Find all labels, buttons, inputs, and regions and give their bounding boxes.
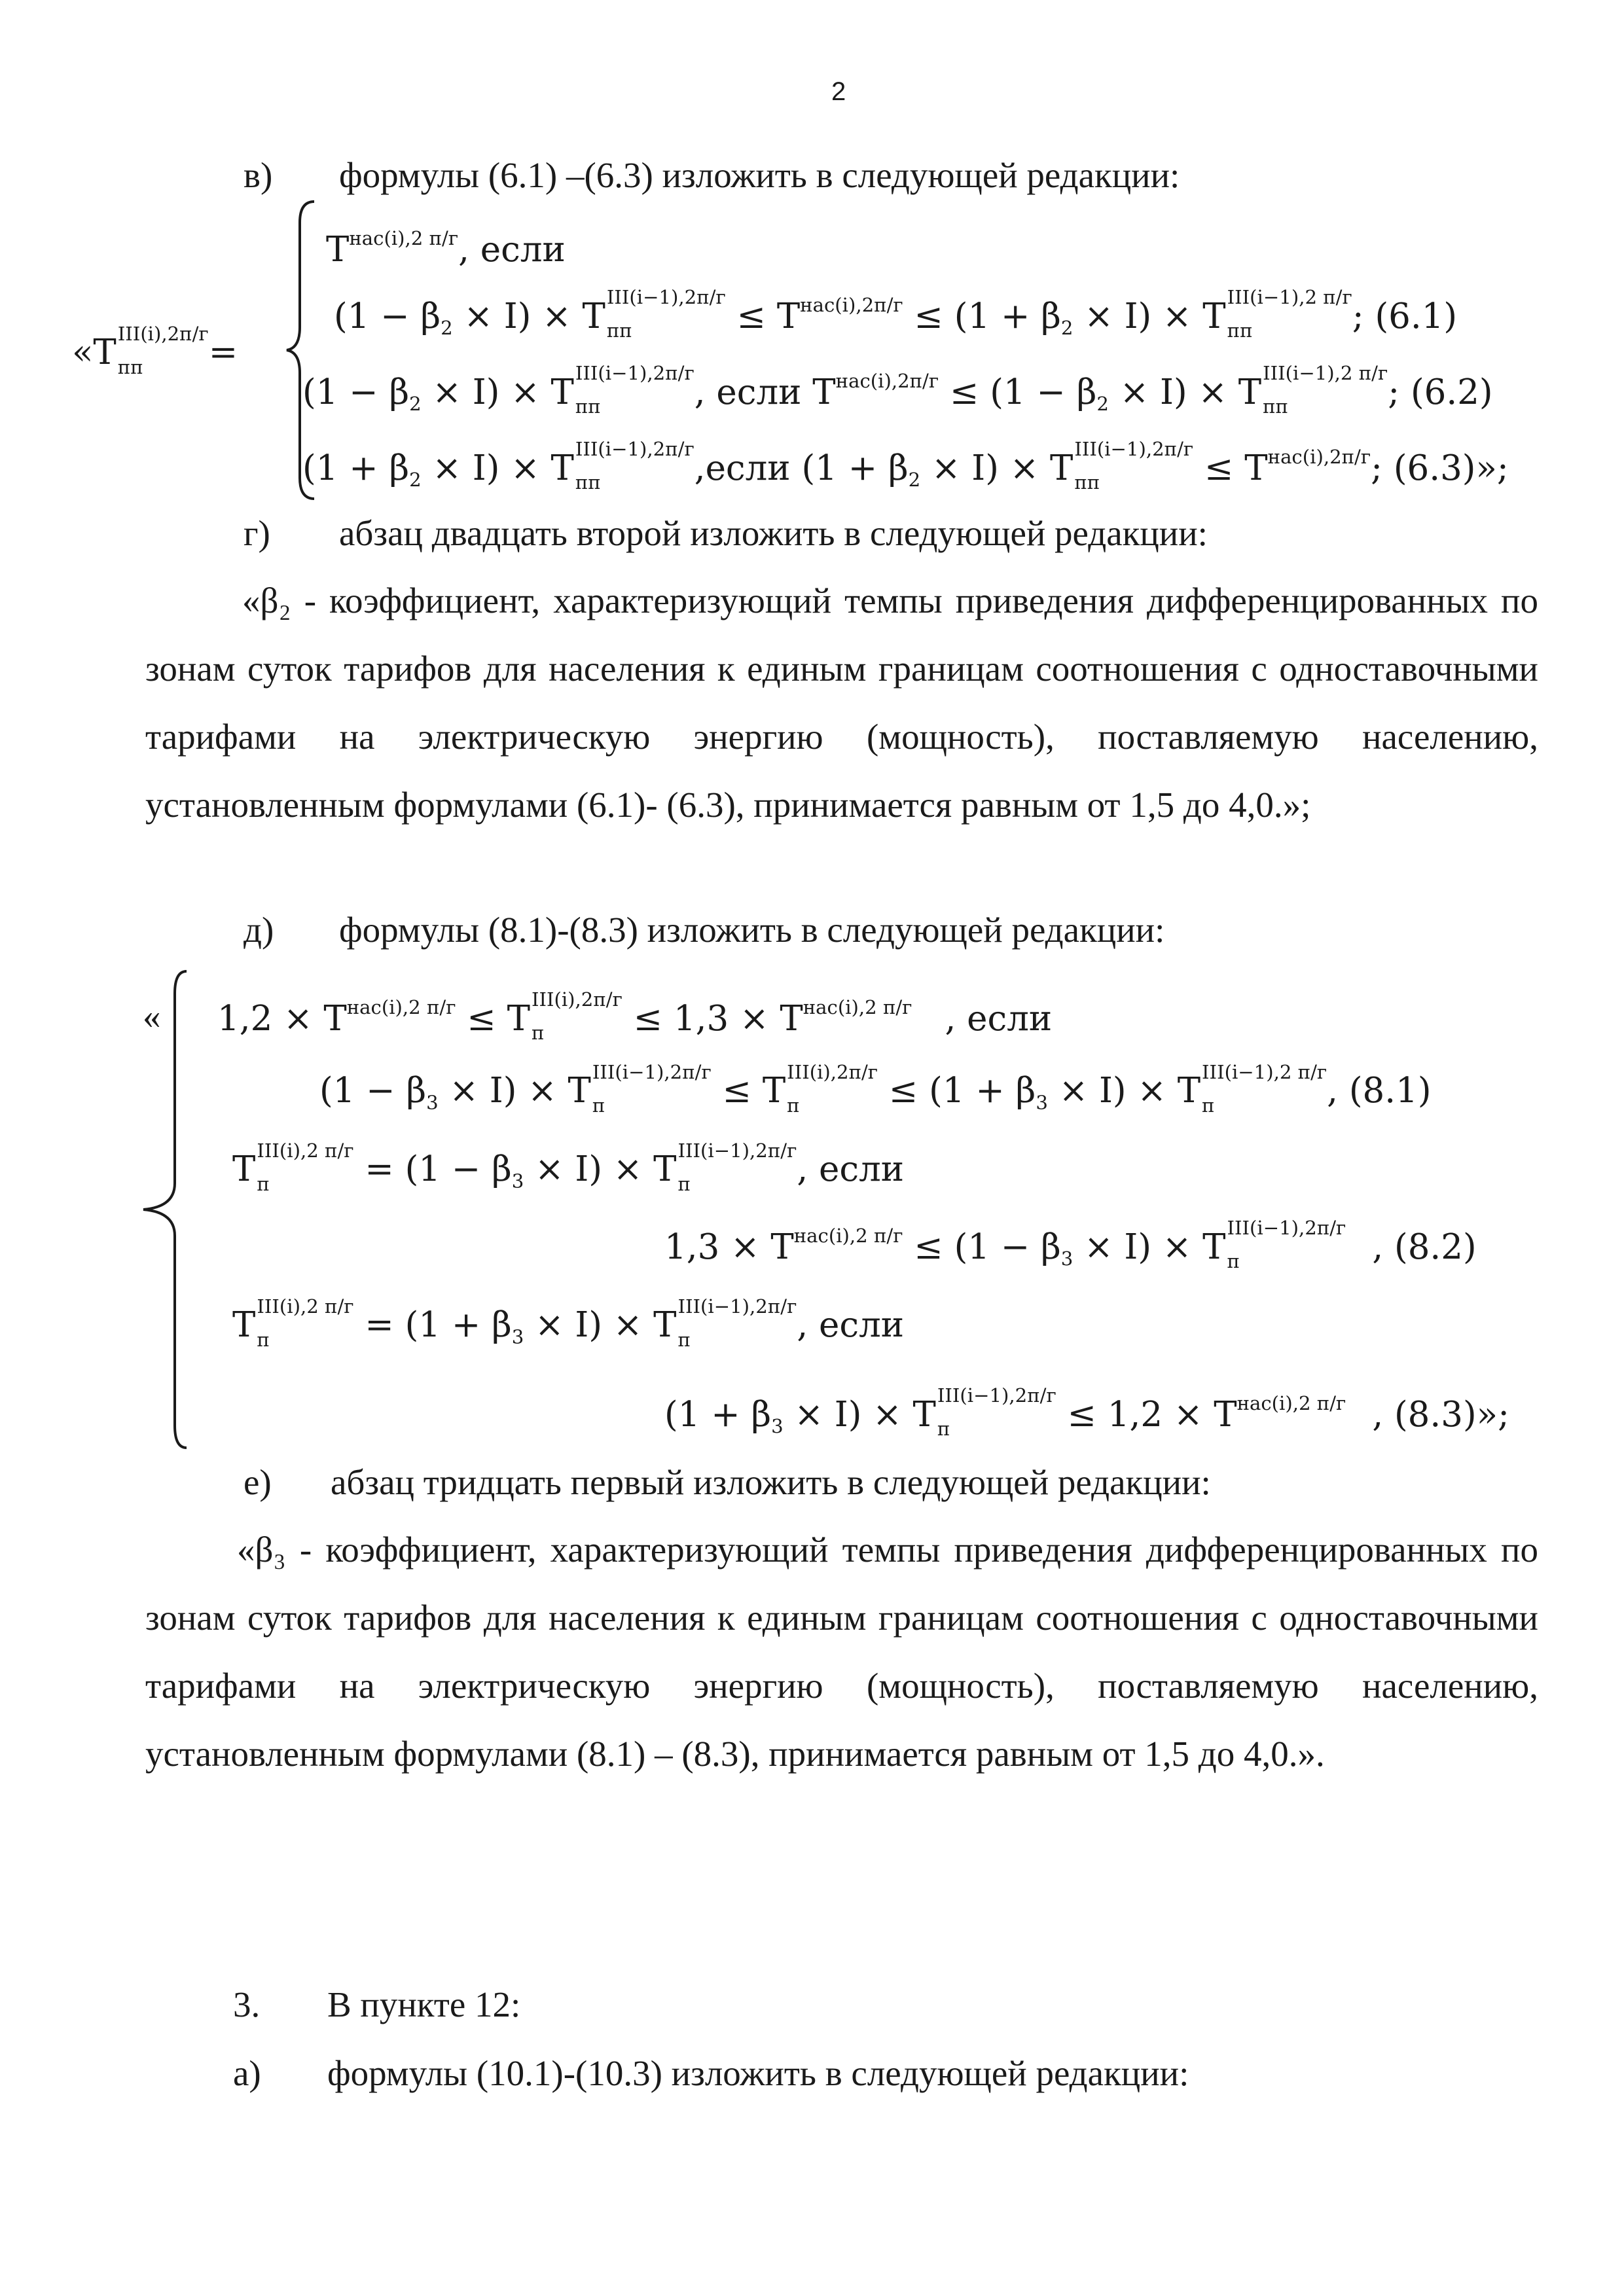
sup: нас(i),2 п/г [346,996,456,1018]
eq-number: ; (6.2) [1388,372,1493,412]
left-brace-8 [134,967,193,1452]
sup: III(i−1),2п/г [592,1060,712,1083]
cond-text: , если [945,998,1053,1039]
beta-sub: 3 [1060,1247,1074,1270]
sup: III(i),2п/г [787,1060,878,1083]
formula-8-row4 [664,1217,1477,1273]
sub: пп [606,319,632,342]
f: ≤ (1 + β [878,1071,1036,1111]
item-e-text: абзац тридцать первый изложить в следующей редакции: [331,1462,1211,1502]
sup: нас(i),2п/г [800,294,903,316]
sup: нас(i),2 п/г [803,996,912,1018]
f: × I) × T [438,1071,591,1111]
formula-8-row6 [664,1384,1509,1441]
sub: пп [1074,471,1100,494]
f: = (1 + β [353,1305,512,1346]
formula-8-row3 [232,1139,905,1195]
sup: III(i−1),2 п/г [1227,286,1352,309]
formula-6-row4 [302,438,1509,494]
f: × I) × T [920,448,1074,488]
sup: III(i−1),2п/г [575,438,695,461]
f: × I) × T [421,372,574,412]
f: 1,3 × T [664,1227,794,1267]
eq-number: , (8.1) [1327,1071,1432,1111]
beta-sub: 2 [409,392,422,415]
eq-number: ; (6.3)»; [1371,448,1509,488]
f: ≤ 1,3 × T [622,998,803,1039]
sup: III(i),2п/г [531,988,623,1011]
section-3-marker: 3. [233,1984,261,2024]
formula-8-row5 [232,1295,905,1351]
f: ≤ T [456,998,530,1039]
f: ≤ (1 − β [939,372,1097,412]
sub: пп [575,471,601,494]
beta-sub: 2 [1096,392,1109,415]
f: ≤ T [725,296,801,336]
sub: п [257,1328,270,1351]
f: (1 − β [302,372,410,412]
formula-8-row2 [319,1060,1432,1117]
f: ≤ 1,2 × T [1056,1394,1237,1435]
beta-sub: 2 [1060,316,1074,339]
formula-6-row1 [326,227,566,270]
lhs-symbol: «T [72,332,117,373]
item-v-marker: в) [244,155,273,195]
item-g-marker: г) [244,513,270,553]
formula-6-row2 [334,286,1458,342]
item-d-text: формулы (8.1)-(8.3) изложить в следующей редакции: [339,910,1165,950]
formula-8-row1 [217,988,1053,1045]
item-a-text: формулы (10.1)-(10.3) изложить в следующей редакции: [327,2053,1189,2093]
sup: нас(i),2п/г [835,370,939,392]
item-g-paragraph: «β₂ - коэффициент, характеризующий темпы приведения дифференцированных по зонам суток тарифов для населения к единым границам соотношения с одноставочными тарифами на электрическую энергию (мощность), поставляемую населению, установленным формулами (6.1)- (6.3), принимается равным от 1,5 до 4,0.»; [145,581,1538,825]
sub: п [787,1094,800,1117]
f: T [232,1305,256,1346]
f: × I) × T [1108,372,1262,412]
f: × I) × T [524,1305,677,1346]
cond-text: , если [797,1305,905,1346]
beta-sub: 3 [426,1091,439,1114]
beta-sub: 2 [409,468,422,491]
sub: п [1227,1250,1240,1273]
item-e-marker: е) [244,1462,272,1502]
f: ≤ T [711,1071,786,1111]
formula-6-lhs [72,322,238,378]
f: ≤ T [1193,448,1268,488]
f: × I) × T [421,448,574,488]
f: , если T [694,372,836,412]
sup: III(i−1),2п/г [575,362,695,385]
beta-sub: 2 [441,316,453,339]
f: (1 + β [664,1394,772,1435]
item-g-text: абзац двадцать второй изложить в следующей редакции: [339,513,1208,553]
sub: пп [1263,395,1288,418]
sup: III(i−1),2п/г [937,1384,1056,1407]
sup: нас(i),2 п/г [793,1225,903,1247]
formula-8-open-quote: « [143,996,161,1036]
cond-text: , если [458,229,566,270]
item-e-paragraph: «β₃ - коэффициент, характеризующий темпы приведения дифференцированных по зонам суток тарифов для населения к единым границам соотношения с одноставочными тарифами на электрическую энергию (мощность), поставляемую населению, установленным формулами (8.1) – (8.3), принимается равным от 1,5 до 4,0.». [145,1530,1538,1774]
sub: п [592,1094,605,1117]
sup: III(i−1),2 п/г [1202,1060,1327,1083]
item-v-text: формулы (6.1) –(6.3) изложить в следующей редакции: [339,155,1180,195]
beta-sub: 3 [511,1170,524,1193]
f: × I) × T [1073,1227,1226,1267]
equals-sign: = [208,332,238,373]
sub: п [1202,1094,1215,1117]
f: × I) × T [1047,1071,1201,1111]
f: ≤ (1 − β [903,1227,1061,1267]
sub: пп [1227,319,1253,342]
f: ≤ (1 + β [903,296,1061,336]
sup: III(i−1),2п/г [677,1295,797,1318]
section-3-text: В пункте 12: [327,1984,521,2024]
f: × I) × T [783,1394,936,1435]
f: ,если (1 + β [694,448,909,488]
sup: III(i),2 п/г [257,1295,354,1318]
sup: III(i−1),2п/г [1074,438,1194,461]
sub: п [531,1022,545,1045]
sup: III(i),2 п/г [257,1139,354,1162]
f: × I) × T [452,296,605,336]
sub: п [257,1172,270,1195]
eq-number: , (8.2) [1372,1227,1477,1267]
beta-sub: 2 [908,468,921,491]
eq-number: ; (6.1) [1352,296,1458,336]
f: (1 − β [334,296,441,336]
beta-sub: 3 [771,1414,784,1437]
f: = (1 − β [353,1149,512,1190]
sub: пп [575,395,601,418]
sup: III(i−1),2п/г [677,1139,797,1162]
sup: нас(i),2 п/г [349,227,459,249]
f: T [232,1149,256,1190]
eq-number: , (8.3)»; [1372,1394,1509,1435]
page-number: 2 [831,77,846,106]
beta-sub: 3 [511,1325,524,1348]
f: × I) × T [1073,296,1226,336]
f: (1 − β [319,1071,427,1111]
sup: III(i−1),2 п/г [1263,362,1388,385]
beta-sub: 3 [1036,1091,1048,1114]
formula-6-row3 [302,362,1493,418]
sup: III(i−1),2п/г [1227,1217,1346,1240]
sup: нас(i),2 п/г [1236,1392,1346,1414]
f: 1,2 × T [217,998,347,1039]
f: × I) × T [524,1149,677,1190]
sub: п [937,1418,950,1441]
sub: п [677,1172,691,1195]
item-d-marker: д) [244,910,274,950]
item-a-marker: а) [233,2053,261,2093]
t-symbol: T [326,229,350,270]
lhs-sup: III(i),2п/г [117,322,209,345]
sup: нас(i),2п/г [1267,446,1371,468]
lhs-sub: пп [117,355,143,378]
sup: III(i−1),2п/г [606,286,726,309]
sub: п [677,1328,691,1351]
cond-text: , если [797,1149,905,1190]
f: (1 + β [302,448,410,488]
